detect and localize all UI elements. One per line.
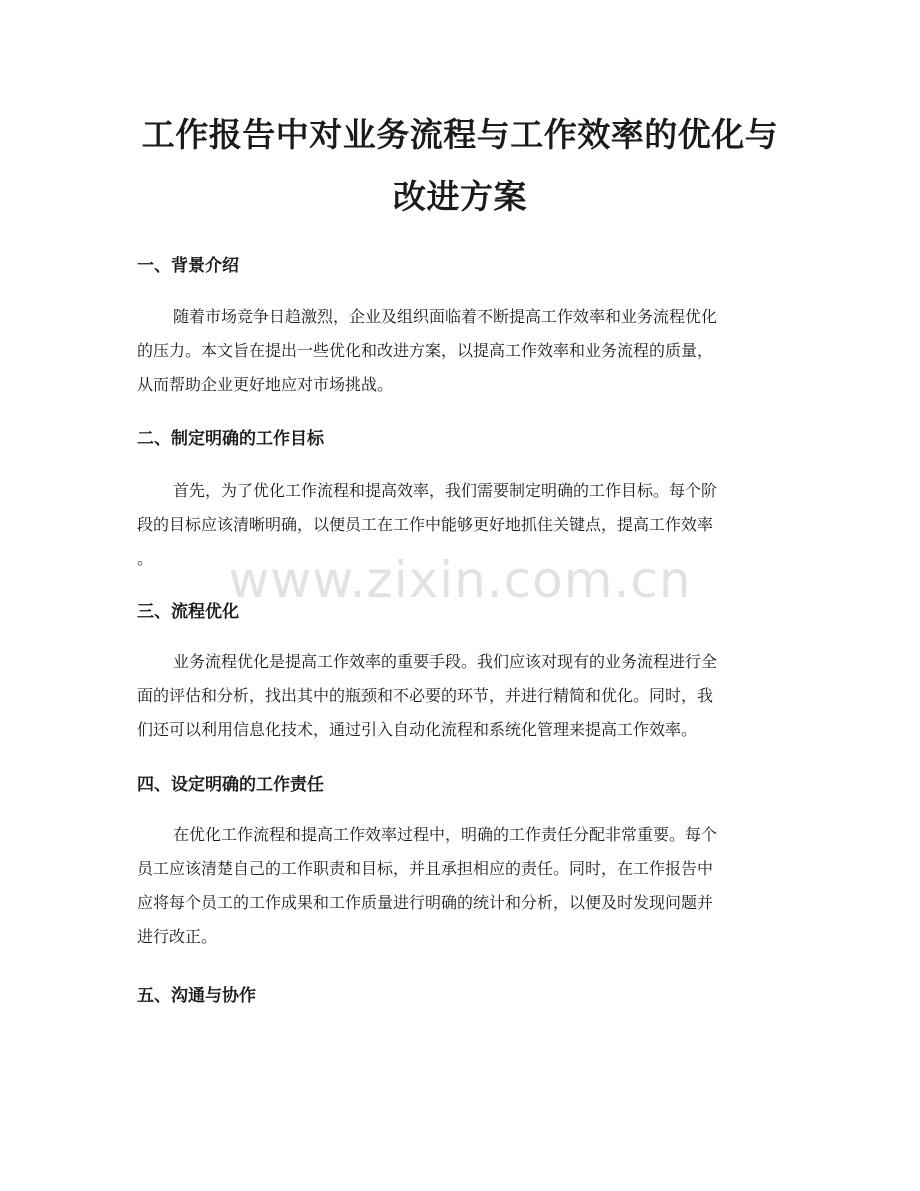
section-heading-responsibility: 四、设定明确的工作责任	[137, 775, 324, 795]
paragraph-line: 员工应该清楚自己的工作职责和目标，并且承担相应的责任。同时，在工作报告中	[137, 859, 714, 878]
paragraph-line: 业务流程优化是提高工作效率的重要手段。我们应该对现有的业务流程进行全	[173, 652, 718, 671]
document-title-line-2: 改进方案	[393, 177, 527, 216]
paragraph-line: 。	[137, 549, 154, 568]
paragraph-line: 面的评估和分析，找出其中的瓶颈和不必要的环节，并进行精简和优化。同时，我	[137, 686, 714, 705]
paragraph-line: 随着市场竞争日趋激烈，企业及组织面临着不断提高工作效率和业务流程优化	[173, 307, 718, 326]
paragraph-line: 的压力。本文旨在提出一些优化和改进方案，以提高工作效率和业务流程的质量，	[137, 341, 714, 360]
paragraph-line: 从而帮助企业更好地应对市场挑战。	[137, 375, 394, 394]
paragraph-line: 首先，为了优化工作流程和提高效率，我们需要制定明确的工作目标。每个阶	[173, 481, 718, 500]
paragraph-line: 进行改正。	[137, 927, 218, 946]
section-heading-communication: 五、沟通与协作	[137, 986, 256, 1006]
paragraph-line: 段的目标应该清晰明确，以便员工在工作中能够更好地抓住关键点，提高工作效率	[137, 515, 714, 534]
section-heading-process: 三、流程优化	[137, 602, 239, 622]
paragraph-line: 们还可以利用信息化技术，通过引入自动化流程和系统化管理来提高工作效率。	[137, 720, 698, 739]
section-paragraph-responsibility	[137, 818, 785, 954]
section-heading-background: 一、背景介绍	[137, 256, 239, 276]
section-paragraph-process	[137, 645, 785, 747]
section-heading-goals: 二、制定明确的工作目标	[137, 429, 324, 449]
section-paragraph-background	[137, 300, 785, 402]
paragraph-line: 在优化工作流程和提高工作效率过程中，明确的工作责任分配非常重要。每个	[173, 825, 718, 844]
section-paragraph-goals	[137, 474, 785, 576]
watermark: www.zixin.com.cn	[228, 551, 692, 609]
paragraph-line: 应将每个员工的工作成果和工作质量进行明确的统计和分析，以便及时发现问题并	[137, 893, 714, 912]
document-title-line-1: 工作报告中对业务流程与工作效率的优化与	[141, 115, 779, 154]
document-title	[120, 104, 800, 228]
